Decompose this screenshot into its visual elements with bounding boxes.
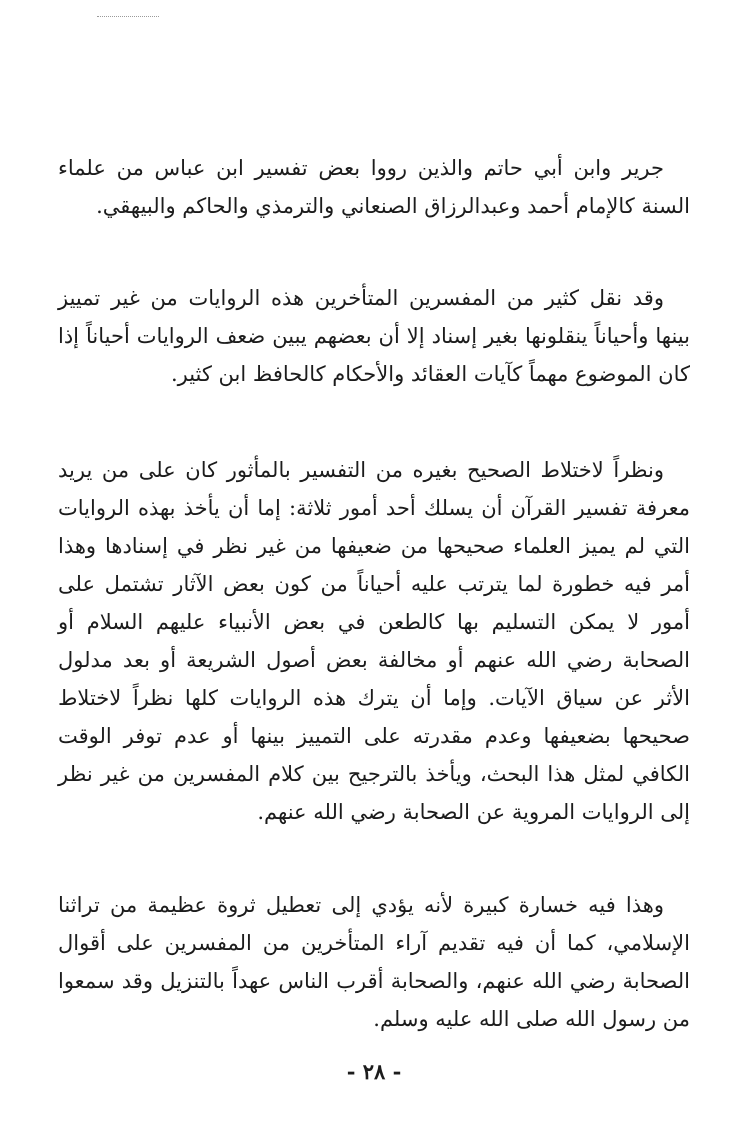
paragraph-4 <box>58 886 690 1038</box>
paragraph-3-text: ونظراً لاختلاط الصحيح بغيره من التفسير بالمأثور كان على من يريد معرفة تفسير القرآن أن يسلك أحد أمور ثلاثة: إما أن يأخذ بهذه الروايات التي لم يميز العلماء صحيحها من ضعيفها من غير نظر في إسنادها وهذا أمر فيه خطورة لما يترتب عليه أحياناً من كون بعض الآثار تشتمل على أمور لا يمكن التسليم بها كالطعن في بعض الأنبياء عليهم السلام أو الصحابة رضي الله عنهم أو مخالفة بعض أصول الشريعة أو بعد مدلول الأثر عن سياق الآيات. وإما أن يترك هذه الروايات كلها نظراً لاختلاط صحيحها بضعيفها وعدم مقدرته على التمييز بينها أو عدم توفر الوقت الكافي لمثل هذا البحث، ويأخذ بالترجيح بين كلام المفسرين من غير نظر إلى الروايات المروية عن الصحابة رضي الله عنهم. <box>58 458 690 824</box>
page-number: - ٢٨ - <box>346 1059 402 1084</box>
paragraph-2 <box>58 279 690 393</box>
paragraph-1 <box>58 149 690 225</box>
header-mark <box>97 16 159 17</box>
paragraph-4-text: وهذا فيه خسارة كبيرة لأنه يؤدي إلى تعطيل ثروة عظيمة من تراثنا الإسلامي، كما أن فيه تقديم آراء المتأخرين من المفسرين على أقوال الصحابة رضي الله عنهم، والصحابة أقرب الناس عهداً بالتنزيل وقد سمعوا من رسول الله صلى الله عليه وسلم. <box>58 893 690 1031</box>
paragraph-2-text: وقد نقل كثير من المفسرين المتأخرين هذه الروايات من غير تمييز بينها وأحياناً ينقلونها بغير إسناد إلا أن بعضهم يبين ضعف الروايات أحياناً إذا كان الموضوع مهماً كآيات العقائد والأحكام كالحافظ ابن كثير. <box>58 286 690 386</box>
paragraph-3 <box>58 451 690 831</box>
paragraph-1-text: جرير وابن أبي حاتم والذين رووا بعض تفسير ابن عباس من علماء السنة كالإمام أحمد وعبدالرزاق الصنعاني والترمذي والحاكم والبيهقي. <box>58 156 690 218</box>
